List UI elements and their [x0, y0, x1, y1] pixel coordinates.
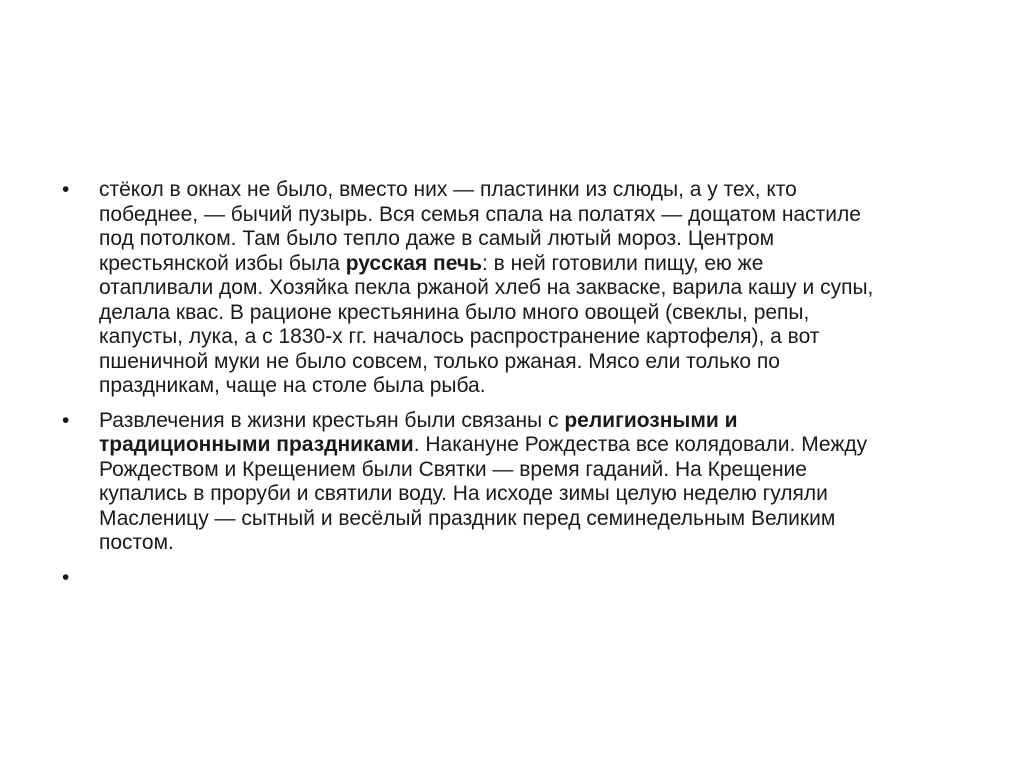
text-run: отапливали дом. Хозяйка пекла ржаной хлеб на закваске, варила кашу и супы, [99, 276, 874, 299]
text-run: Масленицу — сытный и весёлый праздник перед семинедельным Великим [99, 506, 836, 530]
text-run: . Накануне Рождества все колядовали. Между [413, 433, 868, 456]
bullet-item-empty [62, 566, 962, 591]
text-line [99, 350, 962, 375]
text-line [99, 203, 962, 228]
bold-text-run: религиозными и [564, 408, 738, 432]
text-run: праздникам, чаще на столе была рыба. [99, 374, 486, 397]
text-run: пшеничной муки не было совсем, только ржаная. Мясо ели только по [99, 349, 780, 373]
text-run: делала квас. В рационе крестьянина было много овощей (свеклы, репы, [99, 300, 810, 324]
text-run: победнее, — бычий пузырь. Вся семья спала на полатях — дощатом настиле [99, 202, 861, 226]
text-line [99, 433, 962, 458]
text-line [99, 227, 962, 252]
bullet-text [99, 566, 962, 591]
text-line [99, 276, 962, 301]
text-line [99, 178, 962, 203]
bullet-text [99, 178, 962, 399]
text-run: Рождеством и Крещением были Святки — время гаданий. На Крещение [99, 457, 807, 481]
bullet-item-entertainment [62, 409, 962, 556]
text-line [99, 531, 962, 556]
text-line [99, 301, 962, 326]
bullet-list [62, 178, 962, 600]
text-line [99, 374, 962, 399]
text-run: под потолком. Там было тепло даже в самый лютый мороз. Центром [99, 227, 775, 250]
text-run: капусты, лука, а с 1830-х гг. началось распространение картофеля), а вот [99, 325, 820, 348]
text-line [99, 458, 962, 483]
text-line [99, 482, 962, 507]
text-line [99, 325, 962, 350]
bullet-dot: • [62, 565, 70, 589]
bullet-dot: • [62, 408, 70, 432]
text-run: купались в проруби и святили воду. На исходе зимы целую неделю гуляли [99, 482, 828, 505]
text-line [99, 252, 962, 277]
bullet-text [99, 409, 962, 556]
bullet-item-peasant-hut [62, 178, 962, 399]
text-line [99, 409, 962, 434]
text-line [99, 507, 962, 532]
text-run: Развлечения в жизни крестьян были связаны с [99, 408, 565, 432]
bullet-dot: • [62, 178, 70, 201]
text-run: постом. [99, 531, 174, 554]
bold-text-run: традиционными праздниками [99, 433, 414, 456]
text-run: : в ней готовили пищу, ею же [482, 251, 764, 275]
text-run: крестьянской избы была [99, 251, 346, 275]
text-run: стёкол в окнах не было, вместо них — пластинки из слюды, а у тех, кто [99, 178, 797, 201]
bold-text-run: русская печь [345, 251, 483, 275]
